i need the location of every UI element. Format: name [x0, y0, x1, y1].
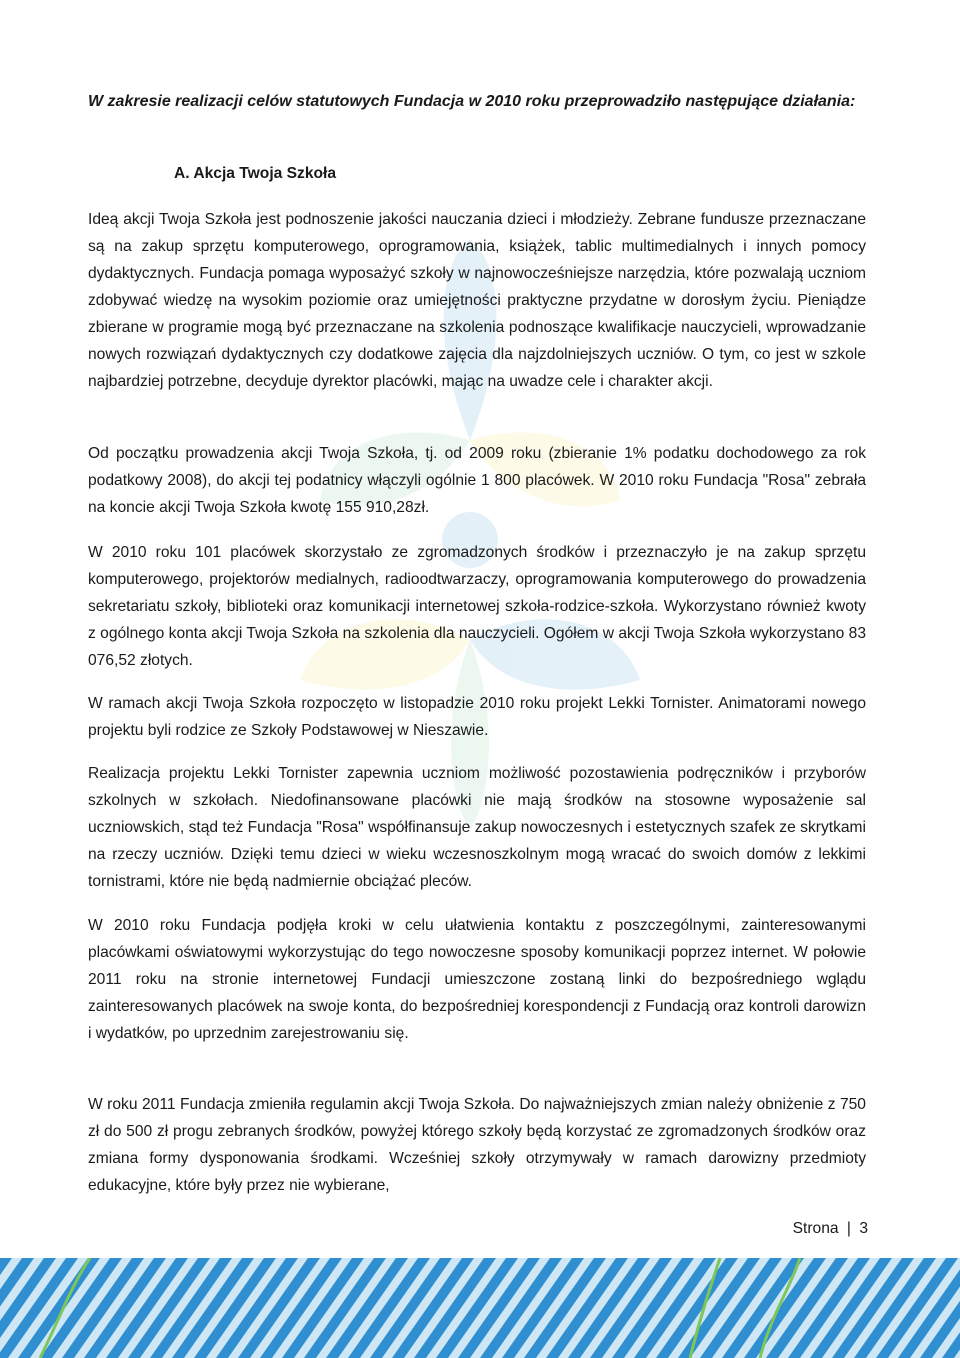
page-label: Strona: [792, 1220, 839, 1237]
page-number: 3: [859, 1220, 868, 1237]
decorative-band: [0, 1258, 960, 1358]
page-footer: [793, 1220, 868, 1238]
paragraph-idea: Ideą akcji Twoja Szkoła jest podnoszenie jakości nauczania dzieci i młodzieży. Zebrane fundusze przeznaczane są na zakup sprzętu komputerowego, oprogramowania, książek, tablic multimedialnych i innych pomocy dydaktycznych. Fundacja pomaga wyposażyć szkoły w najnowocześniejsze narzędzia, które pozwalają uczniom zdobywać wiedzę na wysokim poziomie oraz umiejętności praktyczne przydatne w dorosłym życiu. Pieniądze zbierane w programie mogą być przeznaczane na szkolenia podnoszące kwalifikacje nauczycieli, wprowadzanie nowych rozwiązań dydaktycznych czy dodatkowe zajęcia dla najzdolniejszych uczniów. O tym, co jest w szkole najbardziej potrzebne, decyduje dyrektor placówki, mając na uwadze cele i charakter akcji.: [88, 211, 866, 390]
paragraph-2010-usage: W 2010 roku 101 placówek skorzystało ze zgromadzonych środków i przeznaczyło je na zakup sprzętu komputerowego, projektorów medialnych, radioodtwarzaczy, oprogramowania komputerowego do prowadzenia sekretariatu szkoły, biblioteki oraz komunikacji internetowej szkoła-rodzice-szkoła. Wykorzystano również kwoty z ogólnego konta akcji Twoja Szkoła na szkolenia dla nauczycieli. Ogółem w akcji Twoja Szkoła wykorzystano 83 076,52 złotych.: [88, 544, 866, 669]
paragraph-2011-changes: W roku 2011 Fundacja zmieniła regulamin akcji Twoja Szkoła. Do najważniejszych zmian należy obniżenie z 750 zł do 500 zł progu zebranych środków, powyżej którego szkoły będą korzystać ze zgromadzonych środków oraz zmiana formy dysponowania środkami. Wcześniej szkoły otrzymywały w ramach darowizny przedmioty edukacyjne, które były przez nie wybierane,: [88, 1096, 866, 1194]
paragraph-project-realization: Realizacja projektu Lekki Tornister zapewnia uczniom możliwość pozostawienia podręczników i przyborów szkolnych w szkołach. Niedofinansowane placówki nie mają środków na stosowne wyposażenie sal uczniowskich, stąd też Fundacja "Rosa" współfinansuje zakup nowoczesnych i estetycznych szafek ze skrytkami na rzeczy uczniów. Dzięki temu dzieci w wieku wczesnoszkolnym mogą wracać do swoich domów z lekkimi tornistrami, które nie będą nadmiernie obciążać pleców.: [88, 765, 866, 890]
paragraph-internet-contact: W 2010 roku Fundacja podjęła kroki w celu ułatwienia kontaktu z poszczególnymi, zainteresowanymi placówkami oświatowymi wykorzystując do tego nowoczesne sposoby komunikacji poprzez internet. W połowie 2011 roku na stronie internetowej Fundacji umieszczone zostaną linki do bezpośredniego wglądu zainteresowanych placówek na swoje konta, do bezpośredniej korespondencji z Fundacją oraz kontroli darowizn i wydatków, po uprzednim zarejestrowaniu się.: [88, 917, 866, 1042]
section-title: A. Akcja Twoja Szkoła: [174, 165, 337, 182]
page-separator: |: [846, 1220, 851, 1237]
paragraph-lekki-tornister: W ramach akcji Twoja Szkoła rozpoczęto w listopadzie 2010 roku projekt Lekki Tornister. Animatorami nowego projektu byli rodzice ze Szkoły Podstawowej w Nieszawie.: [88, 695, 866, 739]
paragraph-history: Od początku prowadzenia akcji Twoja Szkoła, tj. od 2009 roku (zbieranie 1% podatku dochodowego za rok podatkowy 2008), do akcji tej podatnicy włączyli ogólnie 1 800 placówek. W 2010 roku Fundacja "Rosa" zebrała na koncie akcji Twoja Szkoła kwotę 155 910,28zł.: [88, 445, 866, 516]
intro-heading: W zakresie realizacji celów statutowych Fundacja w 2010 roku przeprowadziło następujące działania:: [88, 93, 856, 110]
